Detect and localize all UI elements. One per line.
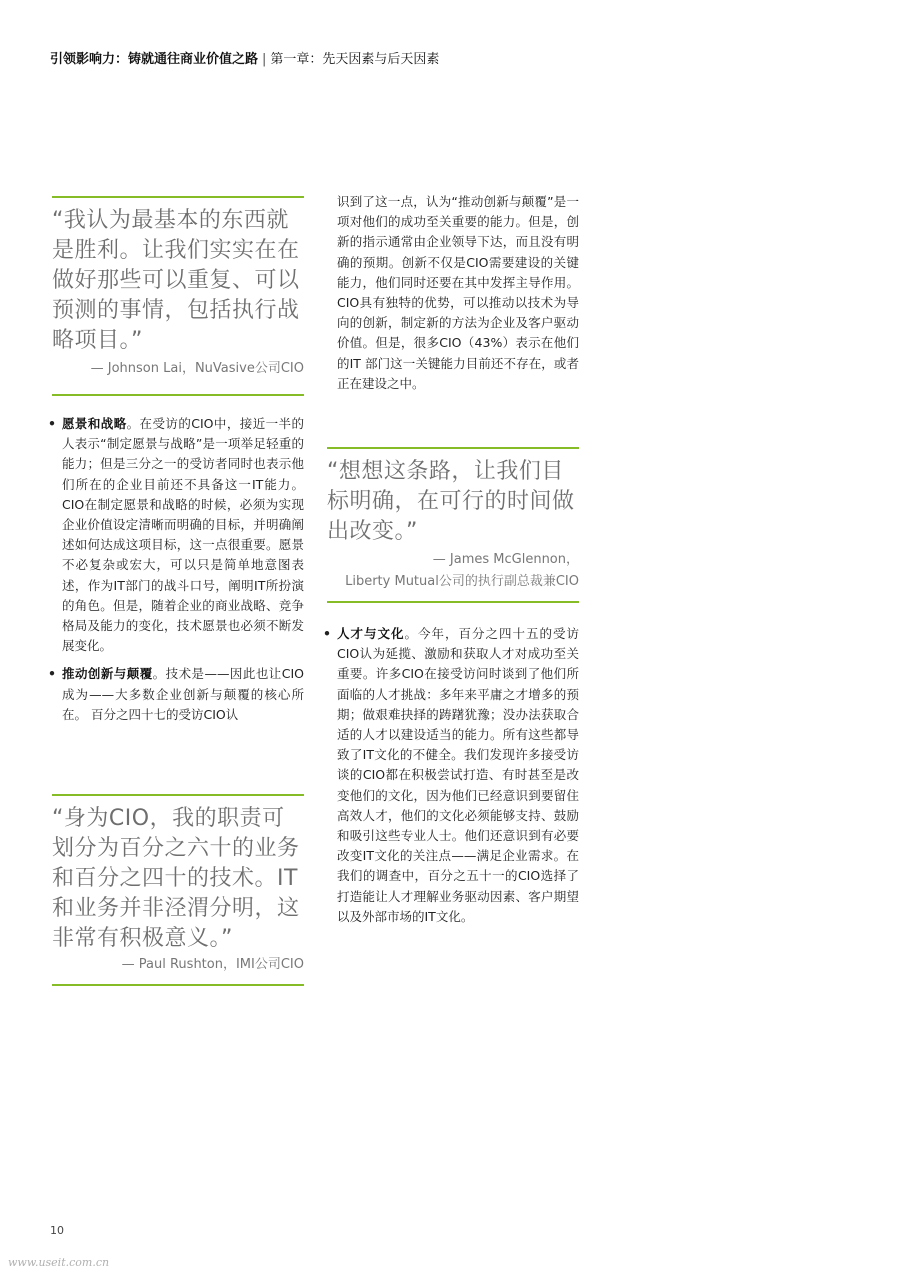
bullet-talent-culture xyxy=(323,624,579,927)
continued-paragraph: 识到了这一点，认为“推动创新与颠覆”是一项对他们的成功至关重要的能力。但是，创新的指示通常由企业领导下达，而且没有明确的预期。创新不仅是CIO需要建设的关键能力，他们同时还要在其中发挥主导作用。CIO具有独特的优势，可以推动以技术为导向的创新，制定新的方法为企业及客户驱动价值。但是，很多CIO（43%）表示在他们的IT 部门这一关键能力目前还不存在，或者正在建设之中。 xyxy=(337,194,579,391)
bullet-text: 。今年，百分之四十五的受访CIO认为延揽、激励和获取人才对成功至关重要。许多CIO在接受访问时谈到了他们所面临的人才挑战：多年来平庸之才增多的预期；做艰难抉择的踌躇犹豫；没办法获取合适的人才以建设适当的能力。所有这些都导致了IT文化的不健全。我们发现许多接受访谈的CIO都在积极尝试打造、有时甚至是改变他们的文化，因为他们已经意识到要留住高效人才，他们的文化必须能够支持、鼓励和吸引这些专业人士。他们还意识到有必要改变IT文化的关注点——满足企业需求。在我们的调查中，百分之五十一的CIO选择了打造能让人才理解业务驱动因素、客户期望以及外部市场的IT文化。 xyxy=(337,626,579,924)
quote-paul-rushton xyxy=(52,794,304,986)
quote-james-mcglennon xyxy=(327,447,579,603)
continued-paragraph-block xyxy=(327,192,579,394)
bullet-list-left xyxy=(48,414,304,725)
quote-top-rule xyxy=(52,794,304,796)
bullet-title: 愿景和战略 xyxy=(62,416,127,431)
header-chapter: 第一章：先天因素与后天因素 xyxy=(270,52,440,67)
bullet-dot: • xyxy=(48,416,56,431)
quote-bottom-rule xyxy=(52,394,304,396)
quote-attribution: — Paul Rushton，IMI公司CIO xyxy=(121,957,304,972)
quote-text: “我认为最基本的东西就是胜利。让我们实实在在做好那些可以重复、可以预测的事情，包括执行战略项目。” xyxy=(52,208,300,353)
quote-top-rule xyxy=(327,447,579,449)
quote-text: “想想这条路，让我们目标明确，在可行的时间做出改变。” xyxy=(327,459,575,544)
bullet-vision-strategy xyxy=(48,414,304,656)
bullet-title: 推动创新与颠覆 xyxy=(62,666,153,682)
running-header xyxy=(50,48,439,67)
quote-attribution: — Johnson Lai，NuVasive公司CIO xyxy=(90,361,304,376)
quote-top-rule xyxy=(52,196,304,198)
bullet-text: 。技术是——因此也让CIO成为——大多数企业创新与颠覆的核心所在。 百分之四十七的受访CIO认 xyxy=(62,666,304,722)
header-separator: | xyxy=(262,52,267,67)
quote-bottom-rule xyxy=(327,601,579,603)
header-title: 引领影响力：铸就通往商业价值之路 xyxy=(50,52,259,67)
bullet-innovation xyxy=(48,664,304,725)
bullet-list-right xyxy=(323,624,579,927)
bullet-title: 人才与文化 xyxy=(337,626,405,641)
bullet-text: 。在受访的CIO中，接近一半的人表示“制定愿景与战略”是一项举足轻重的能力；但是三分之一的受访者同时也表示他们所在的企业目前还不具备这一IT能力。CIO在制定愿景和战略的时候，必须为实现企业价值设定清晰而明确的目标，并明确阐述如何达成这项目标，这一点很重要。愿景不必复杂或宏大，可以只是简单地意图表述，作为IT部门的战斗口号，阐明IT所扮演的角色。但是，随着企业的商业战略、竞争格局及能力的变化，技术愿景也必须不断发展变化。 xyxy=(62,416,304,654)
quote-attribution-line1: — James McGlennon， xyxy=(432,552,579,567)
bullet-dot: • xyxy=(48,666,56,682)
bullet-dot: • xyxy=(323,626,331,641)
page-number: 10 xyxy=(50,1224,64,1237)
quote-bottom-rule xyxy=(52,984,304,986)
quote-johnson-lai xyxy=(52,196,304,396)
quote-attribution-line2: Liberty Mutual公司的执行副总裁兼CIO xyxy=(345,574,579,589)
watermark: www.useit.com.cn xyxy=(8,1256,110,1269)
quote-text: “身为CIO，我的职责可划分为百分之六十的业务和百分之四十的技术。IT和业务并非泾渭分明，这非常有积极意义。” xyxy=(52,806,300,951)
